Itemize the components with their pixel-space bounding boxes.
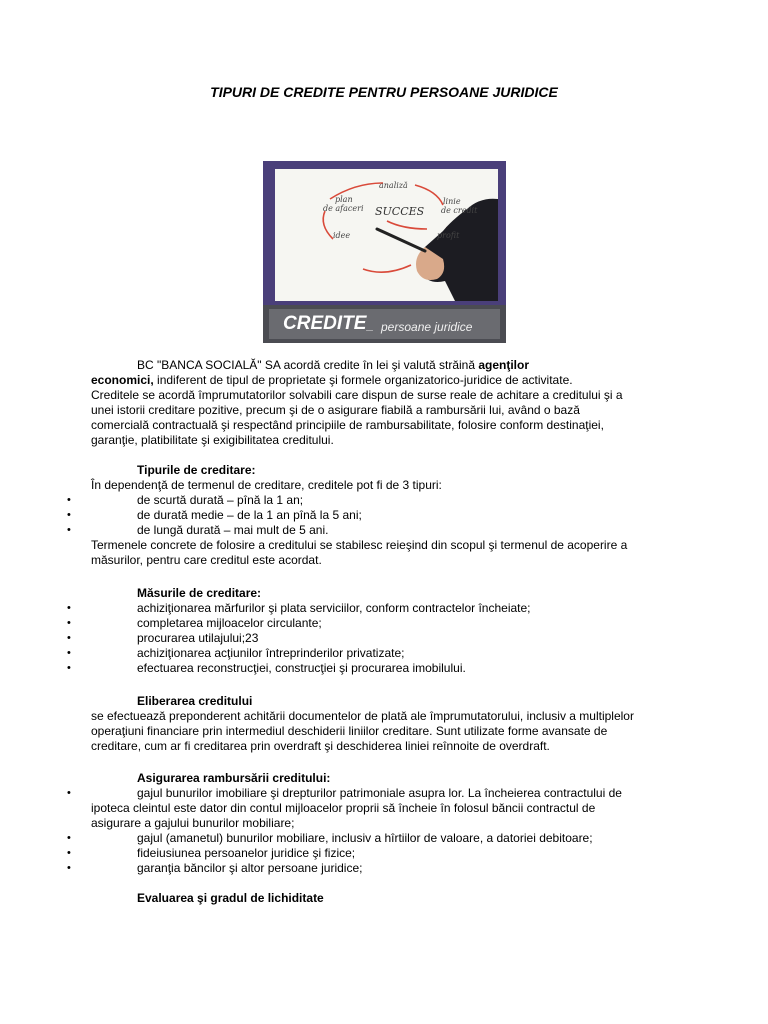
list-item [67, 646, 691, 661]
intro-text: indiferent de tipul de proprietate şi formele organizatorico-juridice de activitate. [153, 373, 573, 387]
intro-text: BC "BANCA SOCIALĂ" SA acordă credite în lei şi valută străină [137, 358, 479, 372]
credite-illustration [263, 161, 506, 343]
bullet-icon: • [67, 847, 71, 859]
list-item [67, 508, 691, 523]
bullet-icon: • [67, 832, 71, 844]
bullet-icon: • [67, 647, 71, 659]
bullet-icon: • [67, 862, 71, 874]
label-de-credit: de credit [441, 206, 478, 215]
list-item-text: completarea mijloacelor circulante; [137, 616, 322, 630]
list-item-text: achiziţionarea mărfurilor şi plata serviciilor, conform contractelor încheiate; [137, 601, 531, 615]
label-analiza: analiză [379, 181, 408, 190]
list-item [67, 661, 691, 676]
label-plan: plan [335, 195, 353, 204]
caption-band [263, 305, 506, 343]
list-item-text: achiziţionarea acţiunilor întreprinderilor privatizate; [137, 646, 405, 660]
section-masurile [67, 586, 691, 676]
bullet-icon: • [67, 632, 71, 644]
label-idee: idee [333, 231, 351, 240]
list-item-continuation: ipoteca cleintul este dator din contul mijloacelor proprii să încheie în folosul băncii contractul de [91, 801, 596, 815]
list-item-text: de scurtă durată – pînă la 1 an; [137, 493, 304, 507]
section-text: măsurilor, pentru care creditul este acordat. [91, 553, 322, 567]
caption-credite: CREDITE [283, 313, 367, 334]
intro-line: unei istorii creditare pozitive, precum şi de o asigurare fiabilă a rambursării lui, având o bază [91, 403, 580, 417]
section-heading: Evaluarea şi gradul de lichiditate [137, 891, 324, 905]
list-item [67, 846, 691, 861]
section-text: se efectuează preponderent achitării documentelor de plată ale împrumutatorului, inclusiv a multiplelor [91, 709, 634, 723]
intro-paragraph [91, 358, 691, 448]
section-heading: Asigurarea rambursării creditului: [137, 771, 331, 785]
list-item [67, 616, 691, 631]
list-item-text: fideiusiunea persoanelor juridice şi fizice; [137, 846, 356, 860]
section-evaluarea [91, 891, 691, 906]
section-heading: Tipurile de creditare: [137, 463, 256, 477]
section-lead: În dependenţă de termenul de creditare, creditele pot fi de 3 tipuri: [91, 478, 442, 492]
section-heading: Măsurile de creditare: [137, 586, 262, 600]
list-item [67, 493, 691, 508]
arrow-analiza-linie [415, 185, 443, 205]
list-item-text: de lungă durată – mai mult de 5 ani. [137, 523, 329, 537]
bullet-icon: • [67, 787, 71, 799]
intro-line [91, 373, 691, 388]
list-item-text: de durată medie – de la 1 an pînă la 5 ani; [137, 508, 362, 522]
arrow-profit-idee [363, 265, 411, 272]
caption-band-inner [269, 309, 500, 339]
intro-line [91, 358, 691, 373]
intro-line: Creditele se acordă împrumutatorilor solvabili care dispun de surse reale de achitare a creditului şi a [91, 388, 623, 402]
section-heading: Eliberarea creditului [137, 694, 253, 708]
list-item-text: gajul (amanetul) bunurilor mobiliare, inclusiv a hîrtiilor de valoare, a datoriei debitoare; [137, 831, 593, 845]
bullet-icon: • [67, 617, 71, 629]
intro-line: garanţie, platibilitate şi exigibilitatea creditului. [91, 433, 334, 447]
label-succes: SUCCES [375, 205, 425, 218]
intro-line: comercială contractuală şi respectând principiile de rambursabilitate, folosire conform destinaţiei, [91, 418, 604, 432]
section-text: operaţiuni financiare prin intermediul deschiderii liniilor creditare. Sunt utilizate forme avansate de [91, 724, 608, 738]
caption-persoane-juridice: _ persoane juridice [381, 320, 472, 334]
document-title: TIPURI DE CREDITE PENTRU PERSOANE JURIDICE [210, 84, 558, 100]
section-asigurarea [67, 771, 691, 876]
bullet-icon: • [67, 524, 71, 536]
section-tipurile [67, 463, 691, 568]
bullet-icon: • [67, 494, 71, 506]
list-item-continuation: asigurare a gajului bunurilor mobiliare; [91, 816, 295, 830]
label-linie: linie [443, 197, 461, 206]
list-item [67, 631, 691, 646]
section-text: creditare, cum ar fi creditarea prin overdraft şi deschiderea liniei reînnoite de overdraft. [91, 739, 550, 753]
list-item [67, 831, 691, 846]
list-item-text: procurarea utilajului;23 [137, 631, 259, 645]
label-profit: profit [437, 231, 460, 240]
list-item-text: gajul bunurilor imobiliare şi drepturilor patrimoniale asupra lor. La încheierea contractului de [137, 786, 622, 800]
bullet-icon: • [67, 662, 71, 674]
bullet-icon: • [67, 509, 71, 521]
intro-bold: agenţilor [478, 358, 530, 372]
list-item-text: efectuarea reconstrucţiei, construcţiei şi procurarea imobilului. [137, 661, 466, 675]
list-item [67, 523, 691, 538]
whiteboard-card [275, 169, 498, 301]
bullet-icon: • [67, 602, 71, 614]
label-de-afaceri: de afaceri [323, 204, 364, 213]
underline-succes [387, 221, 427, 229]
list-item-text: garanţia băncilor şi altor persoane juridice; [137, 861, 363, 875]
list-item [67, 786, 691, 801]
section-text: Termenele concrete de folosire a creditului se stabilesc reieşind din scopul şi termenul de acoperire a [91, 538, 628, 552]
section-eliberarea [91, 694, 691, 754]
list-item [67, 601, 691, 616]
arrow-idee-plan [323, 211, 333, 239]
list-item [67, 861, 691, 876]
pen-shape [377, 229, 425, 251]
intro-bold: economici, [91, 373, 154, 387]
